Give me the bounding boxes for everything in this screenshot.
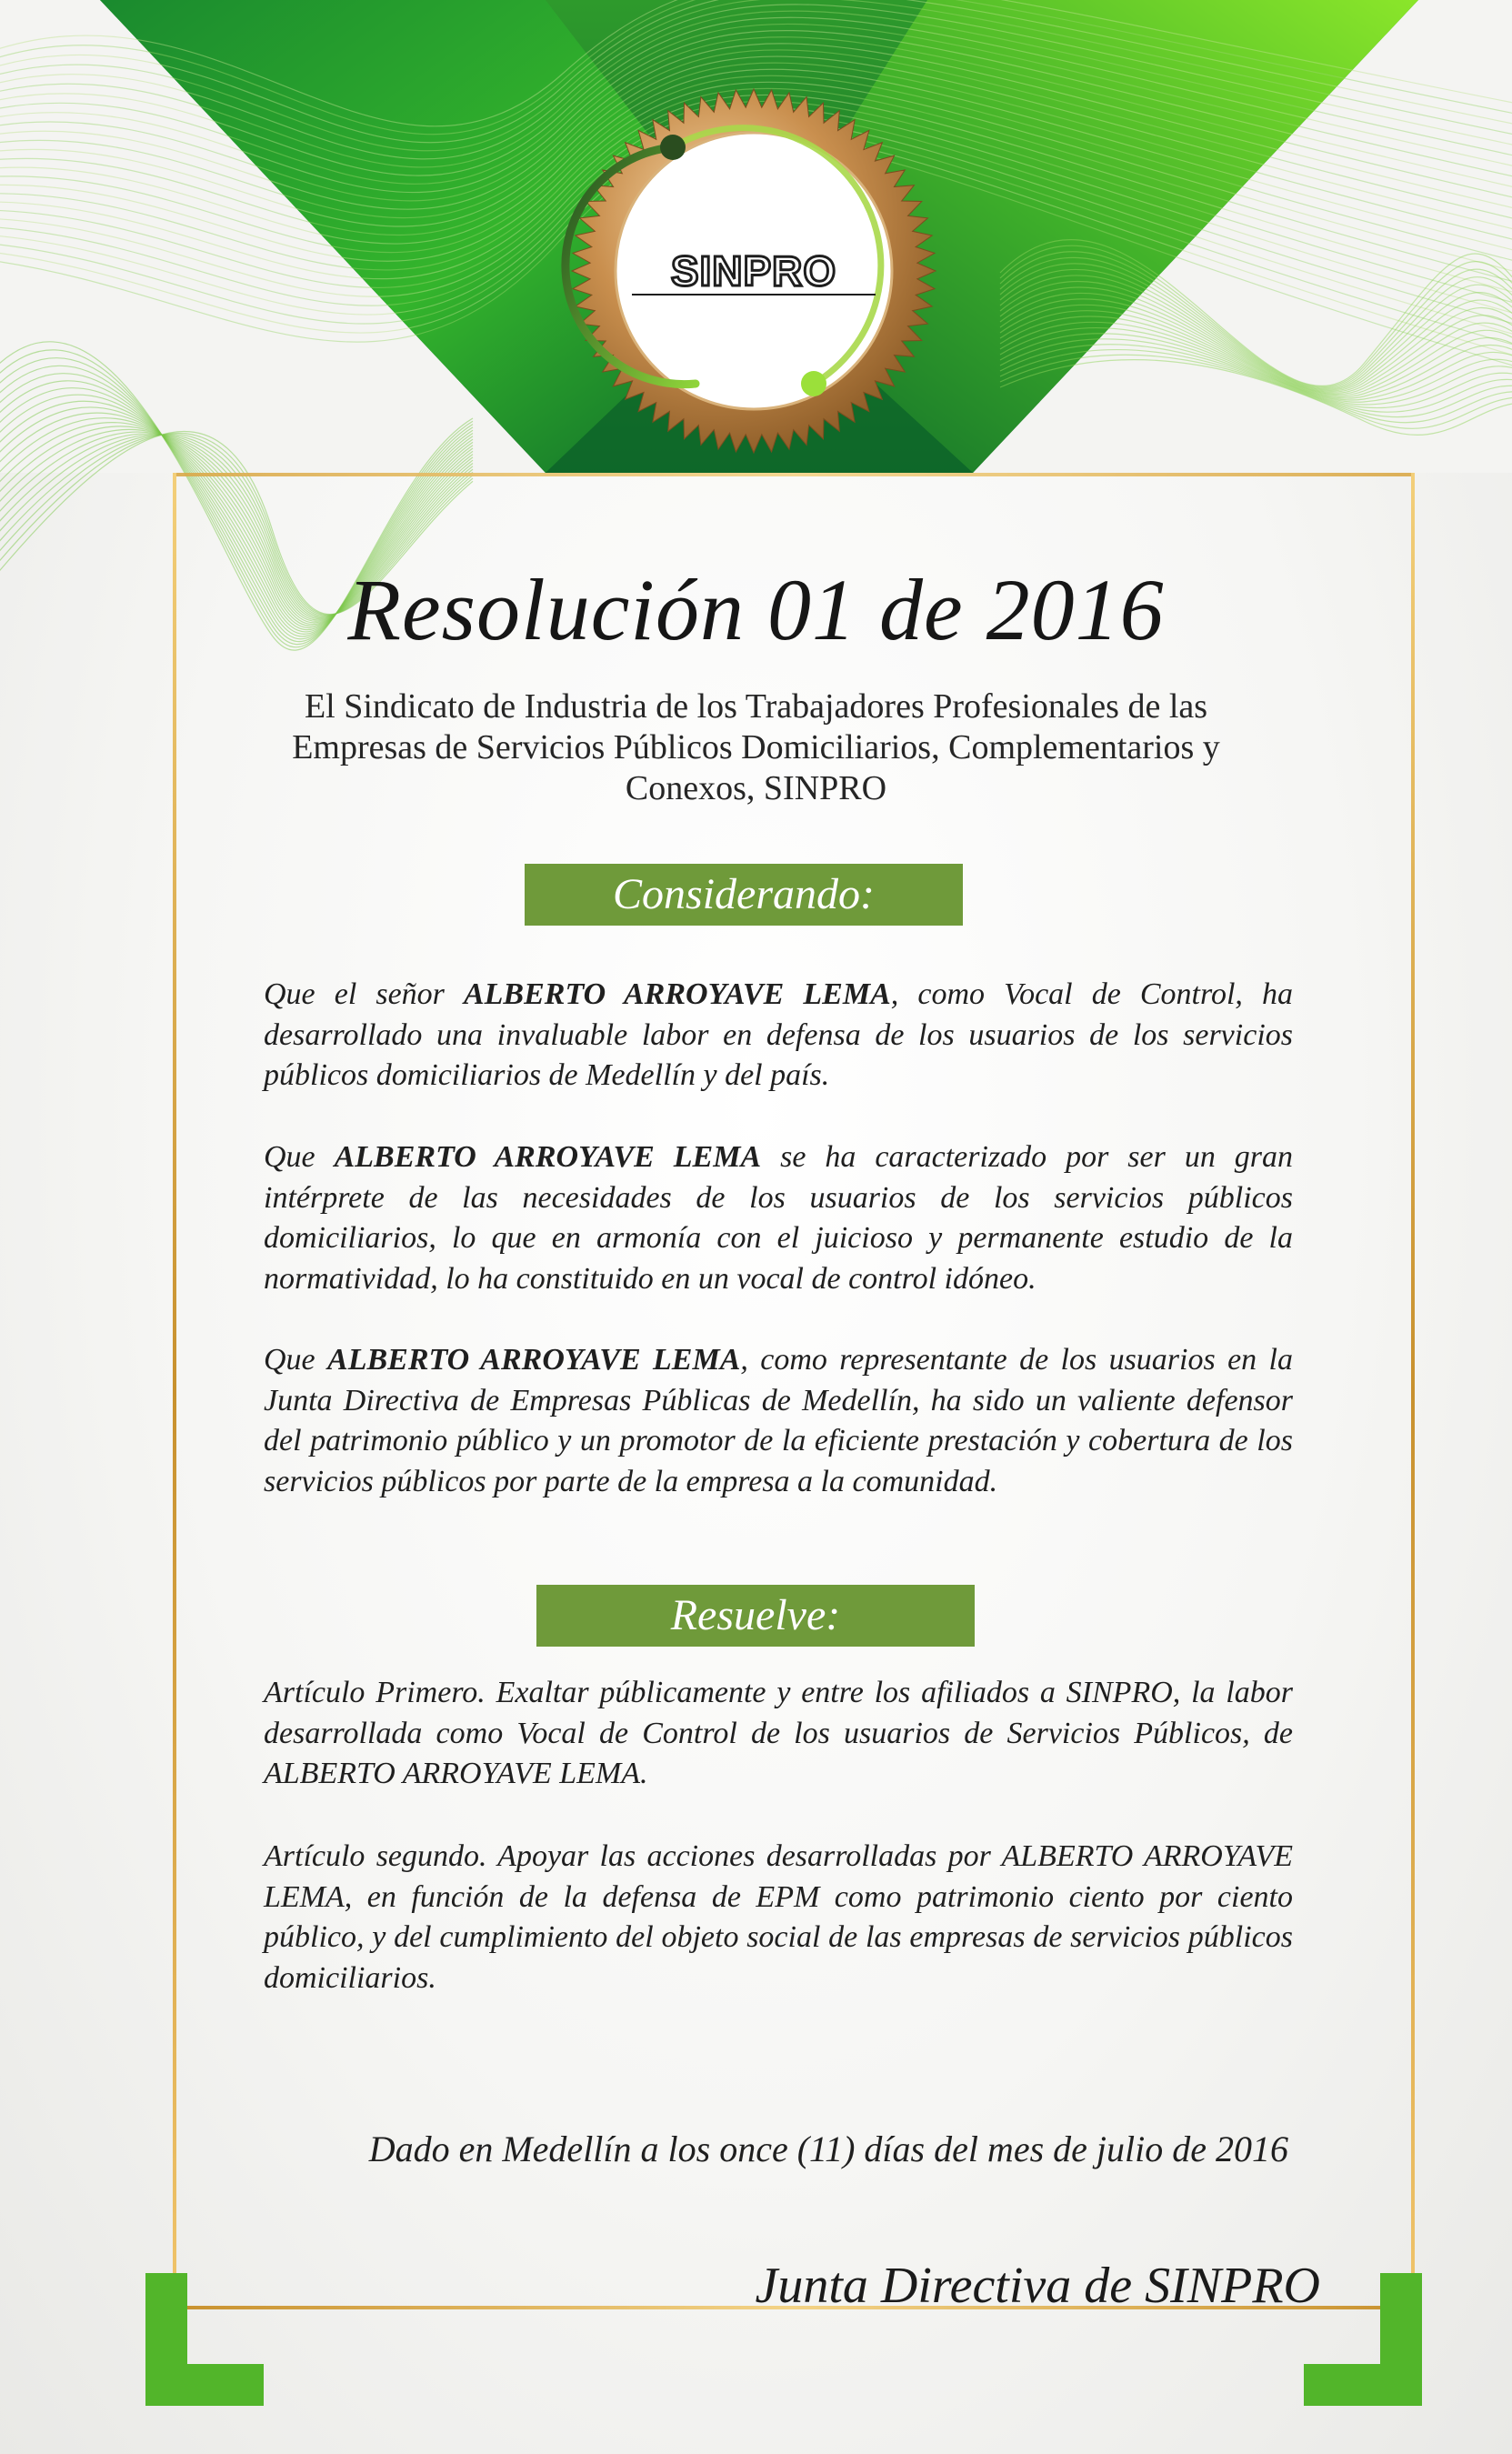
sinpro-seal-logo (514, 84, 994, 458)
resolution-title: Resolución 01 de 2016 (347, 561, 1165, 658)
frame-left-border (173, 473, 176, 2309)
considerando-paragraph: Que ALBERTO ARROYAVE LEMA, como representante de los usuarios en la Junta Directiva de Empresas Públicas de Medellín, ha sido un valiente defensor del patrimonio público y un promotor de la eficiente prestación y cobertura de los servicios públicos por parte de la empresa a la comunidad. (264, 1343, 1293, 1498)
union-intro: El Sindicato de Industria de los Trabajadores Profesionales de las Empresas de Servicios Públicos Domiciliarios, Complementarios y Conexos, SINPRO (292, 687, 1220, 807)
considerando-paragraph: Que el señor ALBERTO ARROYAVE LEMA, como Vocal de Control, ha desarrollado una invaluable labor en defensa de los usuarios de los servicios públicos domiciliarios de Medellín y del país. (264, 977, 1294, 1092)
signature: Junta Directiva de SINPRO (755, 2258, 1320, 2314)
resuelve-heading: Resuelve: (536, 1585, 975, 1647)
frame-right-border (1411, 473, 1415, 2309)
resuelve-article: Artículo segundo. Apoyar las acciones desarrolladas por ALBERTO ARROYAVE LEMA, en función de la defensa de EPM como patrimonio ciento por ciento público, y del cumplimiento del objeto social de las empresas de servicios públicos domiciliarios. (264, 1839, 1293, 1995)
frame-top-border (173, 473, 1415, 476)
resuelve-article: Artículo Primero. Exaltar públicamente y entre los afiliados a SINPRO, la labor desarrollada como Vocal de Control de los usuarios de Servicios Públicos, de ALBERTO ARROYAVE LEMA. (264, 1676, 1293, 1790)
date-line: Dado en Medellín a los once (11) días del mes de julio de 2016 (368, 2128, 1288, 2169)
considerando-paragraph: Que ALBERTO ARROYAVE LEMA se ha caracterizado por ser un gran intérprete de las necesidades de los usuarios de los servicios públicos domiciliarios, lo que en armonía con el juicioso y permanente estudio de la normatividad, lo ha constituido en un vocal de control idóneo. (264, 1140, 1293, 1296)
sinpro-logo-wordmark: SINPRO (670, 247, 837, 295)
considerando-heading: Considerando: (525, 864, 963, 926)
